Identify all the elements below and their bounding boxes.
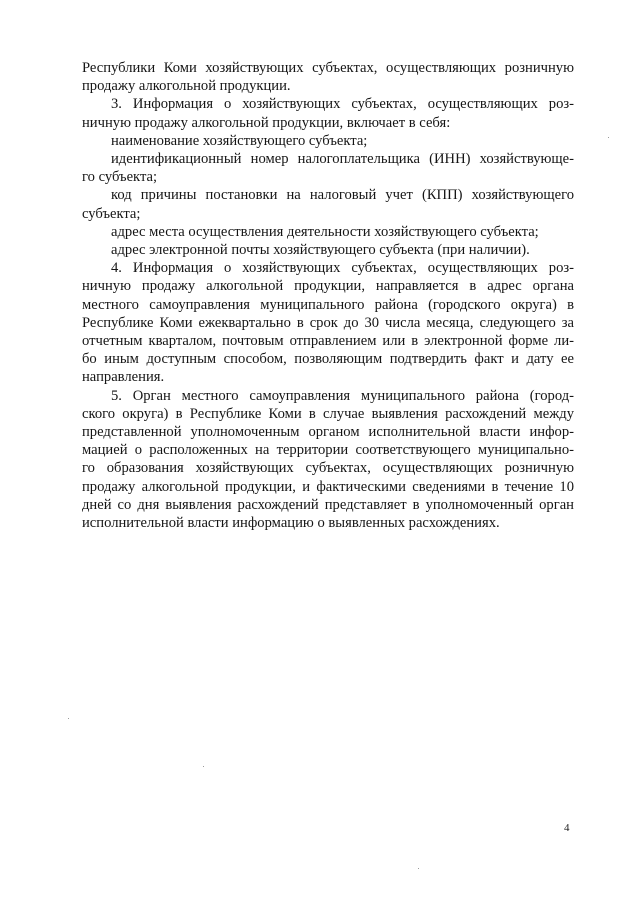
text-line: ничную продажу алкогольной продукции, направляется в адрес органа xyxy=(82,278,574,295)
text-line: наименование хозяйствующего субъекта; xyxy=(111,132,368,149)
scan-speck xyxy=(203,766,204,767)
text-line: отчетным кварталом, почтовым отправлением или в электронной форме ли- xyxy=(82,333,574,350)
text-line: местного самоуправления муниципального района (городского округа) в xyxy=(82,296,574,313)
document-body xyxy=(82,59,574,532)
text-line: субъекта; xyxy=(82,205,141,222)
text-line: адрес места осуществления деятельности хозяйствующего субъекта; xyxy=(111,223,539,240)
page-number: 4 xyxy=(564,822,570,834)
text-line: идентификационный номер налогоплательщика (ИНН) хозяйствующе- xyxy=(111,151,574,168)
text-line: Республики Коми хозяйствующих субъектах, осуществляющих розничную xyxy=(82,60,574,76)
text-line: дней со дня выявления расхождений представляет в уполномоченный орган xyxy=(82,496,574,513)
text-line: го образования хозяйствующих субъектах, осуществляющих розничную xyxy=(82,460,574,477)
text-line: 5. Орган местного самоуправления муниципального района (город- xyxy=(111,387,574,404)
text-line: код причины постановки на налоговый учет (КПП) хозяйствующего xyxy=(111,187,574,204)
text-line: направления. xyxy=(82,369,165,386)
text-line: 4. Информация о хозяйствующих субъектах, осуществляющих роз- xyxy=(111,260,574,277)
text-line: Республике Коми ежеквартально в срок до 30 числа месяца, следующего за xyxy=(82,314,574,331)
scan-speck xyxy=(608,137,609,138)
text-line: представленной уполномоченным органом исполнительной власти инфор- xyxy=(82,424,574,441)
text-line: адрес электронной почты хозяйствующего субъекта (при наличии). xyxy=(111,242,530,259)
text-line: го субъекта; xyxy=(82,169,158,186)
scan-speck xyxy=(68,718,69,719)
text-line: 3. Информация о хозяйствующих субъектах, осуществляющих роз- xyxy=(111,96,574,113)
text-line: бо иным доступным способом, позволяющим подтвердить факт и дату ее xyxy=(82,351,574,368)
text-line: исполнительной власти информацию о выявленных расхождениях. xyxy=(82,515,500,532)
text-line: продажу алкогольной продукции, и фактическими сведениями в течение 10 xyxy=(82,478,574,495)
text-line: ничную продажу алкогольной продукции, включает в себя: xyxy=(82,114,451,131)
text-line: ского округа) в Республике Коми в случае выявления расхождений между xyxy=(82,405,574,422)
text-line: мацией о расположенных на территории соответствующего муниципально- xyxy=(82,442,574,459)
text-line: продажу алкогольной продукции. xyxy=(82,78,291,95)
scan-speck xyxy=(418,868,419,869)
